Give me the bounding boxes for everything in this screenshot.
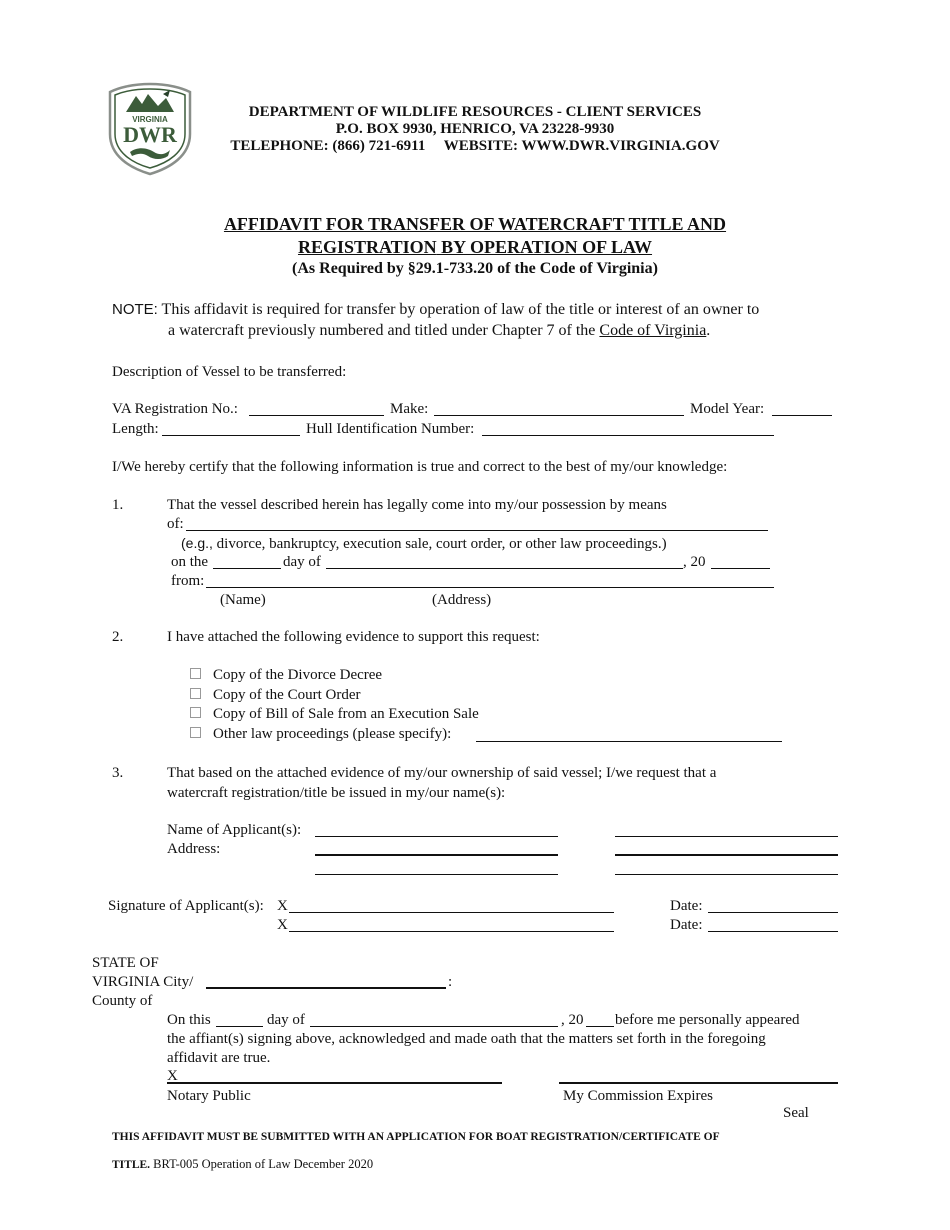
- hin-label: Hull Identification Number:: [306, 421, 475, 437]
- court-order-checkbox[interactable]: [190, 688, 201, 699]
- code-of-virginia-link[interactable]: Code of Virginia: [599, 322, 707, 339]
- city-county-field[interactable]: [206, 987, 446, 989]
- note-label: NOTE:: [112, 301, 158, 318]
- item-1-text: That the vessel described herein has legally come into my/our possession by means: [167, 497, 667, 513]
- header-line-3: TELEPHONE: (866) 721-6911 WEBSITE: WWW.DWR.VIRGINIA.GOV: [230, 138, 720, 154]
- note-text-2: a watercraft previously numbered and titled under Chapter 7 of the: [168, 322, 600, 339]
- model-year-label: Model Year:: [690, 401, 765, 417]
- note-line-2: [168, 322, 710, 340]
- evidence-option-bill-of-sale[interactable]: [190, 706, 479, 723]
- item-1-day-of-label: day of: [283, 554, 321, 570]
- note-line-1: [112, 301, 759, 319]
- signature-x-2: X: [277, 917, 288, 933]
- item-1-year-prefix: , 20: [683, 554, 706, 570]
- item-3-number: 3.: [112, 765, 124, 781]
- notary-text-2: the affiant(s) signing above, acknowledged and made oath that the matters set forth in the foregoing: [167, 1031, 766, 1047]
- make-label: Make:: [390, 401, 429, 417]
- applicant-address-label: Address:: [167, 841, 221, 857]
- footer-line-2: [112, 1157, 373, 1172]
- notary-public-label: Notary Public: [167, 1088, 251, 1104]
- item-1-day-field[interactable]: [213, 568, 281, 569]
- commission-expires-label: My Commission Expires: [563, 1088, 714, 1104]
- bill-of-sale-checkbox[interactable]: [190, 707, 201, 718]
- notary-year-field[interactable]: [586, 1026, 614, 1027]
- item-1-of-label: of:: [167, 516, 184, 532]
- title-line-2: [155, 237, 795, 258]
- note-text-1: This affidavit is required for transfer by operation of law of the title or interest of an owner to: [157, 301, 760, 318]
- item-3-text-1: That based on the attached evidence of my/our ownership of said vessel; I/we request that a: [167, 765, 717, 781]
- dwr-logo: [108, 82, 192, 176]
- other-label: Other law proceedings (please specify):: [213, 726, 452, 742]
- item-1-year-field[interactable]: [711, 568, 770, 569]
- notary-month-field[interactable]: [310, 1026, 558, 1027]
- title-registration: REGISTRATION: [297, 237, 437, 257]
- date-field-1[interactable]: [708, 912, 838, 913]
- item-1-from-field[interactable]: [206, 587, 774, 588]
- evidence-option-court-order[interactable]: [190, 687, 360, 704]
- notary-year-prefix: , 20: [561, 1012, 584, 1028]
- va-registration-label: VA Registration No.:: [112, 401, 238, 417]
- certify-statement: I/We hereby certify that the following information is true and correct to the best of my/our knowledge:: [112, 459, 728, 475]
- virginia-city-label: VIRGINIA City/: [92, 974, 194, 990]
- item-1-eg-prefix: (e.g.,: [181, 535, 213, 551]
- footer-form-id: BRT-005 Operation of Law December 2020: [150, 1157, 374, 1171]
- divorce-label: Copy of the Divorce Decree: [213, 667, 383, 683]
- header-line-2: P.O. BOX 9930, HENRICO, VA 23228-9930: [335, 121, 615, 137]
- other-specify-field[interactable]: [476, 741, 782, 742]
- item-2-number: 2.: [112, 629, 124, 645]
- applicant-address-field-3[interactable]: [315, 874, 558, 875]
- county-of-label: County of: [92, 993, 153, 1009]
- applicant-address-field-1[interactable]: [315, 854, 558, 856]
- item-1-month-field[interactable]: [326, 568, 683, 569]
- date-label-2: Date:: [670, 917, 703, 933]
- header-line-1: DEPARTMENT OF WILDLIFE RESOURCES - CLIENT SERVICES: [248, 104, 702, 120]
- length-field[interactable]: [162, 435, 300, 436]
- divorce-checkbox[interactable]: [190, 668, 201, 679]
- notary-signature-field[interactable]: [167, 1082, 502, 1084]
- applicant-address-field-2[interactable]: [615, 854, 838, 856]
- item-3-text-2: watercraft registration/title be issued in my/our name(s):: [167, 785, 506, 801]
- notary-before-me: before me personally appeared: [615, 1012, 800, 1028]
- signature-label: Signature of Applicant(s):: [108, 898, 264, 914]
- evidence-option-divorce[interactable]: [190, 667, 382, 684]
- applicant-name-field-1[interactable]: [315, 836, 558, 837]
- date-field-2[interactable]: [708, 931, 838, 932]
- logo-main-text: DWR: [123, 122, 177, 147]
- title-line-3: (As Required by §29.1-733.20 of the Code of Virginia): [292, 260, 658, 277]
- bill-of-sale-label: Copy of Bill of Sale from an Execution Sale: [213, 706, 479, 722]
- make-field[interactable]: [434, 415, 684, 416]
- other-checkbox[interactable]: [190, 727, 201, 738]
- notary-x: X: [167, 1068, 178, 1084]
- applicant-name-label: Name of Applicant(s):: [167, 822, 302, 838]
- hin-field[interactable]: [482, 435, 774, 436]
- vessel-description-label: Description of Vessel to be transferred:: [112, 364, 347, 380]
- applicant-name-field-2[interactable]: [615, 836, 838, 837]
- length-label: Length:: [112, 421, 159, 437]
- evidence-option-other[interactable]: [190, 726, 451, 743]
- city-colon: :: [448, 974, 453, 990]
- applicant-address-field-4[interactable]: [615, 874, 838, 875]
- model-year-field[interactable]: [772, 415, 832, 416]
- seal-label: Seal: [783, 1105, 809, 1121]
- item-1-on-the-label: on the: [171, 554, 209, 570]
- signature-field-1[interactable]: [289, 912, 614, 913]
- item-1-from-label: from:: [171, 573, 205, 589]
- notary-text-3: affidavit are true.: [167, 1050, 271, 1066]
- commission-expires-field[interactable]: [559, 1082, 838, 1084]
- item-1-name-caption: (Name): [220, 592, 266, 608]
- note-period: .: [706, 322, 711, 339]
- notary-day-of: day of: [267, 1012, 305, 1028]
- date-label-1: Date:: [670, 898, 703, 914]
- va-registration-field[interactable]: [249, 415, 384, 416]
- title-line-1: AFFIDAVIT FOR TRANSFER OF WATERCRAFT TITLE AND: [223, 214, 727, 234]
- notary-day-field[interactable]: [216, 1026, 263, 1027]
- item-2-text: I have attached the following evidence to support this request:: [167, 629, 540, 645]
- item-1-examples: [181, 535, 667, 553]
- notary-on-this: On this: [167, 1012, 211, 1028]
- signature-x-1: X: [277, 898, 288, 914]
- footer-line-1: THIS AFFIDAVIT MUST BE SUBMITTED WITH AN APPLICATION FOR BOAT REGISTRATION/CERTIFICATE OF: [112, 1131, 720, 1143]
- court-order-label: Copy of the Court Order: [213, 687, 361, 703]
- logo-top-text: VIRGINIA: [132, 115, 168, 124]
- item-1-means-field[interactable]: [186, 530, 768, 531]
- state-of-label: STATE OF: [92, 955, 159, 971]
- item-1-address-caption: (Address): [432, 592, 492, 608]
- signature-field-2[interactable]: [289, 931, 614, 932]
- footer-title-bold: TITLE.: [112, 1159, 151, 1171]
- title-by-operation: BY OPERATION OF LAW: [436, 237, 653, 257]
- item-1-eg-text: divorce, bankruptcy, execution sale, court order, or other law proceedings.): [212, 536, 667, 552]
- item-1-number: 1.: [112, 497, 124, 513]
- dwr-logo-shield: [108, 82, 192, 176]
